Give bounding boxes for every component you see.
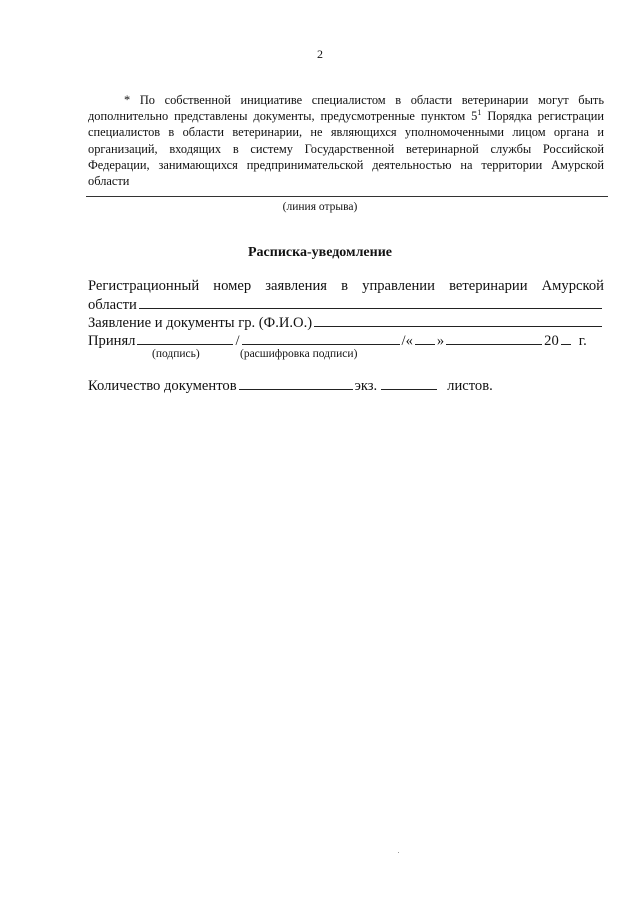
signature-blank[interactable] bbox=[137, 332, 233, 345]
row1-word: Амурской bbox=[541, 278, 604, 294]
sheets-count-blank[interactable] bbox=[381, 377, 437, 390]
row1-word: Регистрационный bbox=[88, 278, 200, 294]
footnote-superscript: 1 bbox=[477, 108, 482, 118]
signature-decode-blank[interactable] bbox=[242, 332, 400, 345]
copies-count-blank[interactable] bbox=[239, 377, 353, 390]
copies-unit: экз. bbox=[354, 378, 378, 394]
day-blank[interactable] bbox=[415, 332, 435, 345]
accepted-label: Принял bbox=[88, 333, 136, 349]
slash-1: / bbox=[235, 333, 240, 349]
close-quote: » bbox=[436, 333, 445, 349]
documents-count-line bbox=[88, 377, 604, 395]
month-blank[interactable] bbox=[446, 332, 542, 345]
footnote-text-main: По собственной инициативе специалистом в области ветеринарии могут быть дополнительно представлены документы, предусмотренные пунктом 5 bbox=[88, 93, 604, 124]
applicant-name-blank[interactable] bbox=[314, 314, 602, 327]
row1-word: номер bbox=[213, 278, 252, 294]
region-line bbox=[88, 296, 604, 314]
tear-line bbox=[86, 196, 608, 197]
footnote-text-rest: Порядка регистрации специалистов в области ветеринарии, не являющихся уполномоченными лицом органа и организаций, входящих в систему Государственной ветеринарной службы Российской Федерации, занимающихся предпринимательской деятельностью на территории Амурской области bbox=[88, 109, 604, 189]
open-quote: « bbox=[405, 333, 413, 349]
footnote bbox=[88, 92, 604, 189]
applicant-label: Заявление и документы гр. (Ф.И.О.) bbox=[88, 315, 313, 331]
registration-number-blank[interactable] bbox=[139, 296, 602, 309]
documents-count-label: Количество документов bbox=[88, 378, 237, 394]
signature-decode-label: (расшифровка подписи) bbox=[240, 348, 358, 360]
page-number: 2 bbox=[317, 47, 323, 61]
year-prefix: 20 bbox=[544, 333, 559, 349]
tear-label: (линия отрыва) bbox=[282, 201, 358, 213]
row1-word: ветеринарии bbox=[449, 278, 528, 294]
slash-2: / bbox=[401, 333, 406, 349]
year-blank[interactable] bbox=[561, 332, 571, 345]
year-suffix: г. bbox=[578, 333, 587, 349]
row1-word: управлении bbox=[362, 278, 435, 294]
receipt-title: Расписка-уведомление bbox=[248, 245, 392, 260]
row1-word: заявления bbox=[265, 278, 327, 294]
sheets-unit: листов. bbox=[447, 378, 493, 394]
row1-word: в bbox=[341, 278, 349, 294]
region-label: области bbox=[88, 297, 137, 313]
applicant-line bbox=[88, 314, 604, 332]
signature-label: (подпись) bbox=[152, 348, 200, 360]
scan-speck bbox=[398, 852, 399, 853]
footnote-star: * bbox=[124, 93, 131, 107]
registration-number-line bbox=[88, 278, 604, 295]
